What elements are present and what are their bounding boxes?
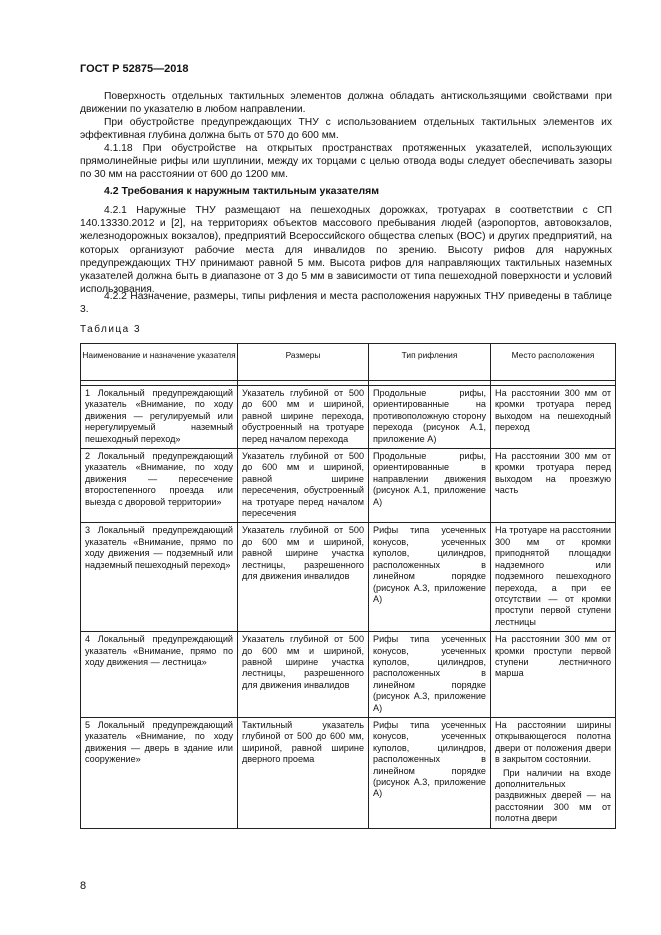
cell-size: Тактильный указатель глубиной от 500 до 600 мм, шириной, равной ширине дверного проема xyxy=(242,719,364,765)
column-header-type: Тип рифления xyxy=(369,344,491,381)
page-number: 8 xyxy=(80,880,87,892)
paragraph-4-2-1: 4.2.1 Наружные ТНУ размещают на пешеходных дорожках, тротуарах в соответствии с СП 140.13330.2012 и [2], на территориях объектов массового пребывания людей (аэропортов, автовокзалов, железнодорожных вокзалов), предприятий Всероссийского общества слепых (ВОС) и других предприятий, на которых организуют рабочие места для инвалидов по зрению. Высоту рифов для наружных предупреждающих ТНУ принимают равной 5 мм. Высота рифов для направляющих тактильных наземных указателей должна быть в диапазоне от 3 до 5 мм в зависимости от типа пешеходной поверхности и условий использования. xyxy=(80,205,612,296)
cell-place-extra: При наличии на входе дополнительных раздвижных дверей — на расстоянии 300 мм от полотна двери xyxy=(495,767,611,824)
cell-size: Указатель глубиной от 500 до 600 мм и шириной, равной ширине перехода, обустроенный на тротуаре перед началом перехода xyxy=(242,388,364,444)
table-header-row xyxy=(81,344,616,381)
paragraph-4-1-18: 4.1.18 При обустройстве на открытых пространствах протяженных указателей, использующих прямолинейные рифы или шуплинии, между их торцами с целью отвода воды следует обеспечивать зазоры по 30 мм на расстоянии от 600 до 1200 мм. xyxy=(80,143,612,181)
cell-place: На расстоянии 300 мм от кромки тротуара перед выходом на проезжую часть xyxy=(495,451,611,496)
table-row xyxy=(81,386,616,449)
paragraph-4-2-2: 4.2.2 Назначение, размеры, типы рифления и места расположения наружных ТНУ приведены в таблице 3. xyxy=(80,291,612,316)
cell-type: Рифы типа усеченных конусов, усеченных куполов, цилиндров, расположенных в линейном порядке (рисунок А.3, приложение А) xyxy=(373,525,486,604)
cell-size: Указатель глубиной от 500 до 600 мм и шириной, равной ширине участка лестницы, разрешенного для движения инвалидов xyxy=(242,525,364,582)
cell-name: 1 Локальный предупреждающий указатель «Внимание, по ходу движения — регулируемый или нерегулируемый наземный пешеходный переход» xyxy=(85,388,233,444)
cell-name: 4 Локальный предупреждающий указатель «Внимание, прямо по ходу движения — лестница» xyxy=(85,634,233,667)
table-row xyxy=(81,632,616,718)
cell-place: На тротуаре на расстоянии 300 мм от кромки приподнятой площадки надземного или подземного пешеходного перехода, а при ее отсутствии — от кромки проступи первой ступени лестницы xyxy=(495,525,611,627)
cell-place: На расстоянии 300 мм от кромки тротуара перед выходом на пешеходный переход xyxy=(495,388,611,433)
cell-size: Указатель глубиной от 500 до 600 мм и шириной, равной ширине участка лестницы, разрешенного для движения инвалидов xyxy=(242,634,364,690)
table-row xyxy=(81,523,616,632)
paragraph-antislip: Поверхность отдельных тактильных элементов должна обладать антискользящими свойствами при движении по указателю в любом направлении. xyxy=(80,91,612,116)
cell-type: Рифы типа усеченных конусов, усеченных куполов, цилиндров, расположенных в линейном порядке (рисунок А.3, приложение А) xyxy=(373,719,486,799)
column-header-size: Размеры xyxy=(238,344,369,381)
table-3 xyxy=(80,343,616,829)
document-header: ГОСТ Р 52875—2018 xyxy=(80,63,189,75)
cell-type: Продольные рифы, ориентированные в направлении движения (рисунок А.1, приложение А) xyxy=(373,451,486,507)
cell-name: 3 Локальный предупреждающий указатель «Внимание, прямо по ходу движения — подземный или надземный пешеходный переход» xyxy=(85,525,233,570)
table-row xyxy=(81,449,616,523)
cell-type: Продольные рифы, ориентированные на противоположную сторону перехода (рисунок А.1, приложение А) xyxy=(373,388,486,444)
cell-type: Рифы типа усеченных конусов, усеченных куполов, цилиндров, расположенных в линейном порядке (рисунок А.3, приложение А) xyxy=(373,634,486,713)
column-header-name: Наименование и назначение указателя xyxy=(81,344,238,381)
table-row xyxy=(81,717,616,828)
cell-place: На расстоянии ширины открывающегося полотна двери от положения двери в закрытом состоянии. xyxy=(495,719,611,765)
table-caption: Таблица 3 xyxy=(80,324,142,335)
cell-name: 2 Локальный предупреждающий указатель «Внимание, по ходу движения — пересечение второстепенного проезда или выезда с дворовой территории» xyxy=(85,451,233,507)
cell-place: На расстоянии 300 мм от кромки проступи первой ступени лестничного марша xyxy=(495,634,611,679)
cell-size: Указатель глубиной от 500 до 600 мм и шириной, равной ширине пересечения, обустроенный на тротуаре перед началом пересечения xyxy=(242,451,364,519)
section-title-4-2: 4.2 Требования к наружным тактильным указателям xyxy=(104,185,380,197)
paragraph-depth: При обустройстве предупреждающих ТНУ с использованием отдельных тактильных элементов их эффективная глубина должна быть от 570 до 600 мм. xyxy=(80,117,612,142)
cell-name: 5 Локальный предупреждающий указатель «Внимание, по ходу движения — дверь в здание или сооружение» xyxy=(85,719,233,765)
column-header-place: Место расположения xyxy=(491,344,616,381)
